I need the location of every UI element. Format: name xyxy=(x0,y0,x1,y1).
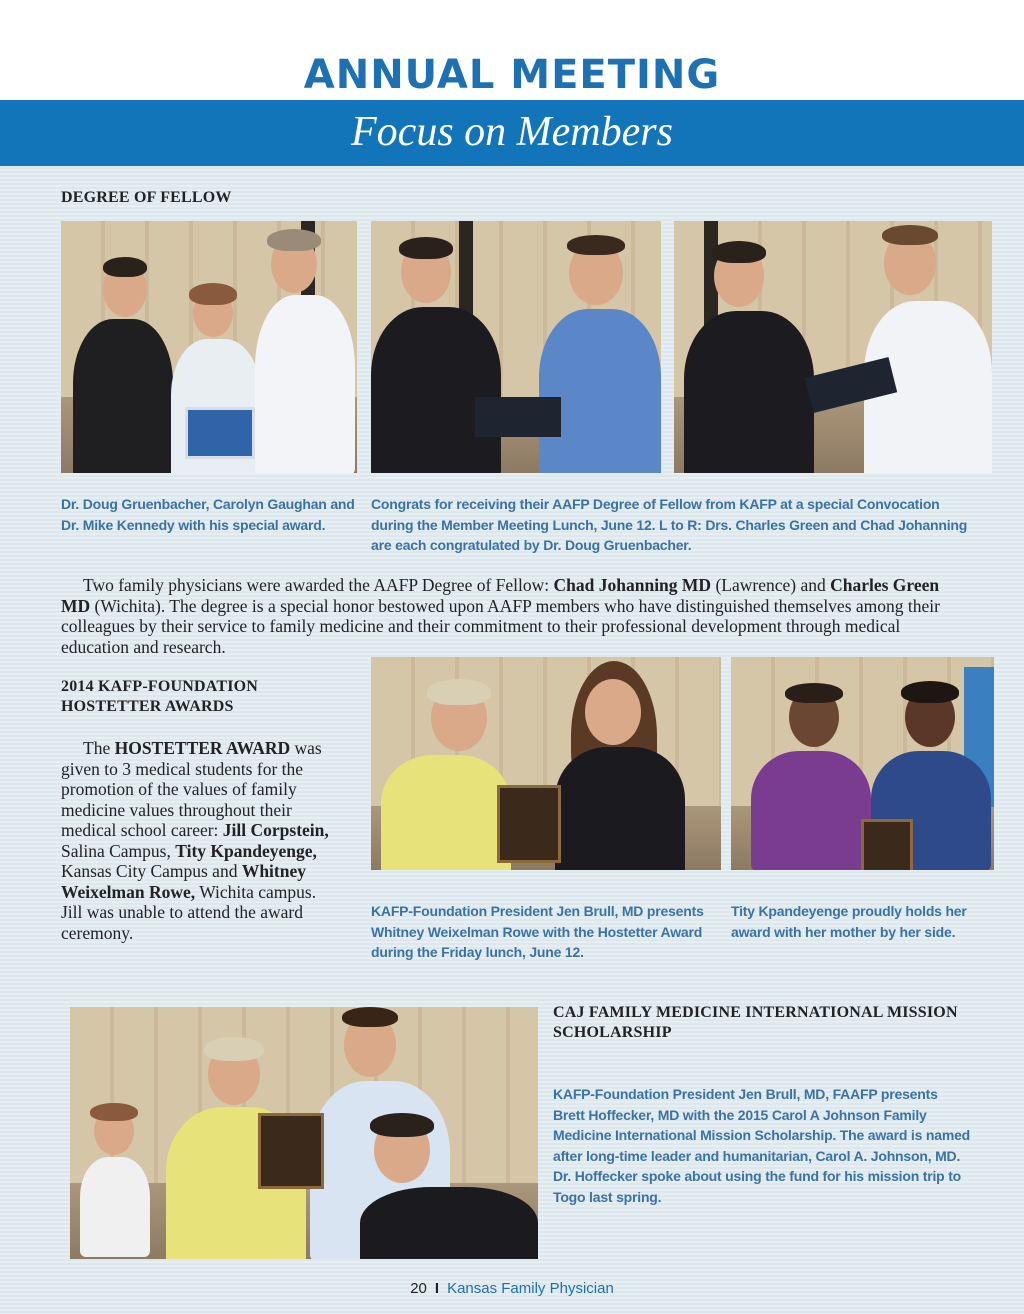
hostetter-photo-2 xyxy=(731,657,994,870)
hostetter-caption-left: KAFP-Foundation President Jen Brull, MD presents Whitney Weixelman Rowe with the Hostetter Award during the Friday lunch, June 12. xyxy=(371,903,704,960)
page-footer xyxy=(0,1280,1024,1297)
fellow-photo-1 xyxy=(61,221,357,473)
section-banner xyxy=(0,100,1024,166)
fellow-heading: DEGREE OF FELLOW xyxy=(61,189,232,206)
fellow-caption-right: Congrats for receiving their AAFP Degree of Fellow from KAFP at a special Convocation during the Member Meeting Lunch, June 12. L to R: Drs. Charles Green and Chad Johanning are each congratulated by Dr. Doug Gruenbacher. xyxy=(371,496,968,553)
publication-name: Kansas Family Physician xyxy=(447,1280,614,1297)
fellow-photo-2 xyxy=(371,221,661,473)
hostetter-paragraph: The HOSTETTER AWARD was given to 3 medical students for the promotion of the values of family medicine values throughout their medical school career: Jill Corpstein, Salina Campus, Tity Kpandeyenge, Kansas City Campus and Whitney Weixelman Rowe, Wichita campus. Jill was unable to attend the award ceremony. xyxy=(61,738,329,943)
fellow-caption-left: Dr. Doug Gruenbacher, Carolyn Gaughan and Dr. Mike Kennedy with his special award. xyxy=(61,496,355,533)
fellow-photo-3 xyxy=(674,221,992,473)
hostetter-heading: 2014 KAFP-FOUNDATION HOSTETTER AWARDS xyxy=(61,678,259,715)
caj-heading: CAJ FAMILY MEDICINE INTERNATIONAL MISSION SCHOLARSHIP xyxy=(553,1004,958,1041)
page-number: 20 xyxy=(410,1280,427,1297)
footer-separator: I xyxy=(434,1280,440,1297)
caj-caption: KAFP-Foundation President Jen Brull, MD, FAAFP presents Brett Hoffecker, MD with the 2015 Carol A Johnson Family Medicine International Mission Scholarship. The award is named after long-time leader and humanitarian, Carol A. Johnson, MD. Dr. Hoffecker spoke about using the fund for his mission trip to Togo last spring. xyxy=(553,1086,971,1205)
hostetter-caption-right: Tity Kpandeyenge proudly holds her award with her mother by her side. xyxy=(731,903,967,940)
hostetter-photo-1 xyxy=(371,657,721,870)
banner-subtitle: Focus on Members xyxy=(351,109,673,155)
fellow-paragraph: Two family physicians were awarded the AAFP Degree of Fellow: Chad Johanning MD (Lawrence) and Charles Green MD (Wichita). The degree is a special honor bestowed upon AAFP members who have distinguished themselves among their colleagues by their service to family medicine and their commitment to their professional development through medical education and research. xyxy=(61,575,940,657)
caj-photo xyxy=(70,1007,538,1259)
page-title: ANNUAL MEETING xyxy=(303,52,721,98)
